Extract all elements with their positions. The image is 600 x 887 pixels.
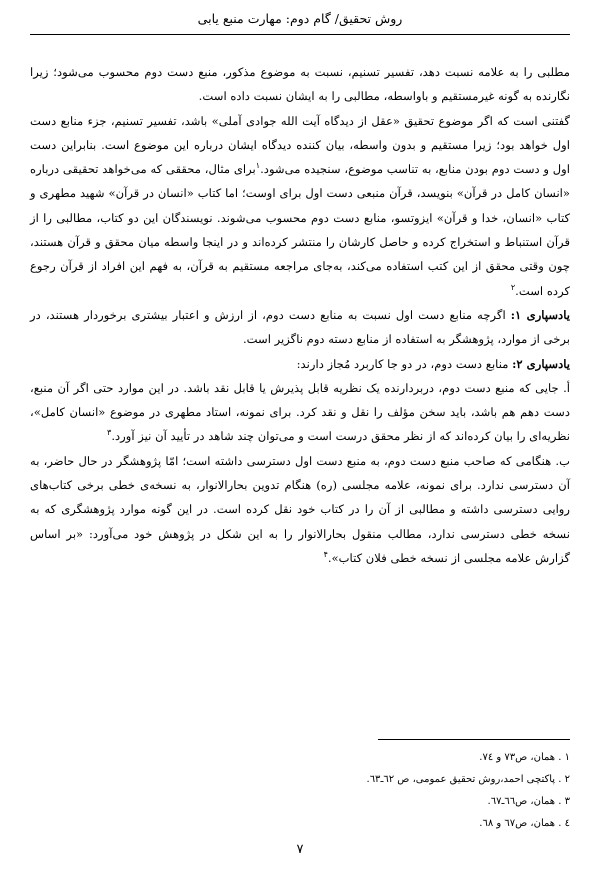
note-1-text: اگرچه منابع دست اول نسبت به منابع دست دوم، از ارزش و اعتبار بیشتری برخوردار هستند، در برخی از موارد، پژوهشگر به استفاده از منابع دسته دوم ناگزیر است. — [30, 307, 570, 347]
paragraph-2-text: گفتنی است که اگر موضوع تحقیق «عقل از دیدگاه آیت الله جوادی آملی» باشد، تفسیر تسنیم، جزء منابع دست اول خواهد بود؛ زیرا مستقیم و بدون واسطه، بیان کننده دیدگاه ایشان درباره این موضوع است. بنابراین دست اول و دست دوم بودن منابع، به تناسب موضوع، سنجیده می‌شود. — [30, 113, 570, 177]
footnote-2: ۲ . پاکتچی احمد،روش تحقیق عمومی، ص ٦۲ـ٦۳. — [366, 774, 570, 785]
note-1 — [30, 303, 570, 352]
paragraph-1-text: مطلبی را به علامه نسبت دهد، تفسیر تسنیم، نسبت به موضوع مذکور، منبع دست دوم محسوب می‌شود؛ زیرا نگارنده به گونه غیرمستقیم و باواسطه، مطالبی را به ایشان نسبت داده است. — [30, 65, 570, 104]
running-header: روش تحقیق/ گام دوم: مهارت منبع یابی — [197, 11, 403, 26]
item-a — [30, 376, 570, 449]
note-2-text: منابع دست دوم، در دو جا کاربرد مُجاز دارند: — [296, 356, 513, 371]
footnote-ref-2[interactable]: ۲ — [510, 282, 516, 292]
footnote-3: ۳ . همان، ص٦٦ـ٦۷. — [487, 796, 570, 807]
footnote-4: ٤ . همان، ص٦۷ و ٦۸. — [479, 818, 570, 829]
paragraph-1 — [30, 60, 570, 109]
body-text — [30, 60, 570, 570]
note-2-label: یادسپاری ۲: — [512, 356, 570, 371]
paragraph-2-text-b: برای مثال، محققی که می‌خواهد تحقیقی درباره «انسان کامل در قرآن» بنویسد، قرآن منبعی دست اول برای اوست؛ اما کتاب «انسان در قرآن» شهید مطهری و کتاب «انسان، خدا و قرآن» ایزوتسو، منابع دست دوم محسوب می‌شوند. نویسندگان این دو کتاب، مطالبی را از قرآن استنباط و استخراج کرده و حاصل کارشان را منتشر کرده‌اند و در اینجا واسطه میان محقق و قرآن هستند، چون وقتی محقق از این کتب استفاده می‌کند، به‌جای مراجعه مستقیم به قرآن، به فهم این افراد از قرآن رجوع کرده است. — [30, 162, 570, 298]
note-2 — [30, 352, 570, 376]
footnote-rule — [378, 739, 570, 740]
footnote-ref-3[interactable]: ۳ — [107, 428, 112, 438]
header-rule — [30, 34, 570, 35]
note-1-label: یادسپاری ۱: — [510, 307, 570, 322]
footnote-1: ۱ . همان، ص۷۳ و ۷٤. — [479, 752, 570, 763]
item-a-text: أ. جایی که منبع دست دوم، دربردارنده یک نظریه قابل پذیرش یا قابل نقد باشد. در این موارد حتی اگر آن منبع، دست دهم هم باشد، باید سخن مؤلف را نقل و نقد کرد. برای نمونه، استاد مطهری در موضوع «انسان کامل»، نظریه‌ای را بیان کرده‌اند که از نظر محقق درست است و می‌توان چند شاهد در تأیید آن نیز آورد. — [30, 380, 570, 444]
footnote-ref-4[interactable]: ۴ — [323, 550, 328, 560]
item-b — [30, 449, 570, 570]
footnotes — [30, 747, 570, 835]
page-number: ۷ — [296, 842, 304, 857]
paragraph-2 — [30, 109, 570, 303]
footnote-ref-1[interactable]: ۱ — [255, 161, 261, 171]
item-b-text: ب. هنگامی که صاحب منبع دست دوم، به منبع دست اول دسترسی داشته است؛ امّا پژوهشگر در حال حاضر، به آن دسترسی ندارد. برای نمونه، علامه مجلسی (ره) هنگام تدوین بحارالانوار، به نسخه‌ی خطی برخی کتاب‌های روایی دسترسی داشته و مطالبی از آن را در کتاب خود نقل کرده است. در این گونه موارد پژوهشگری که به نسخه خطی دسترسی ندارد، مطالب منقول بحارالانوار را به این شکل در پژوهش خود می‌آورد: «بر اساس گزارش علامه مجلسی از نسخه خطی فلان کتاب». — [30, 453, 570, 565]
